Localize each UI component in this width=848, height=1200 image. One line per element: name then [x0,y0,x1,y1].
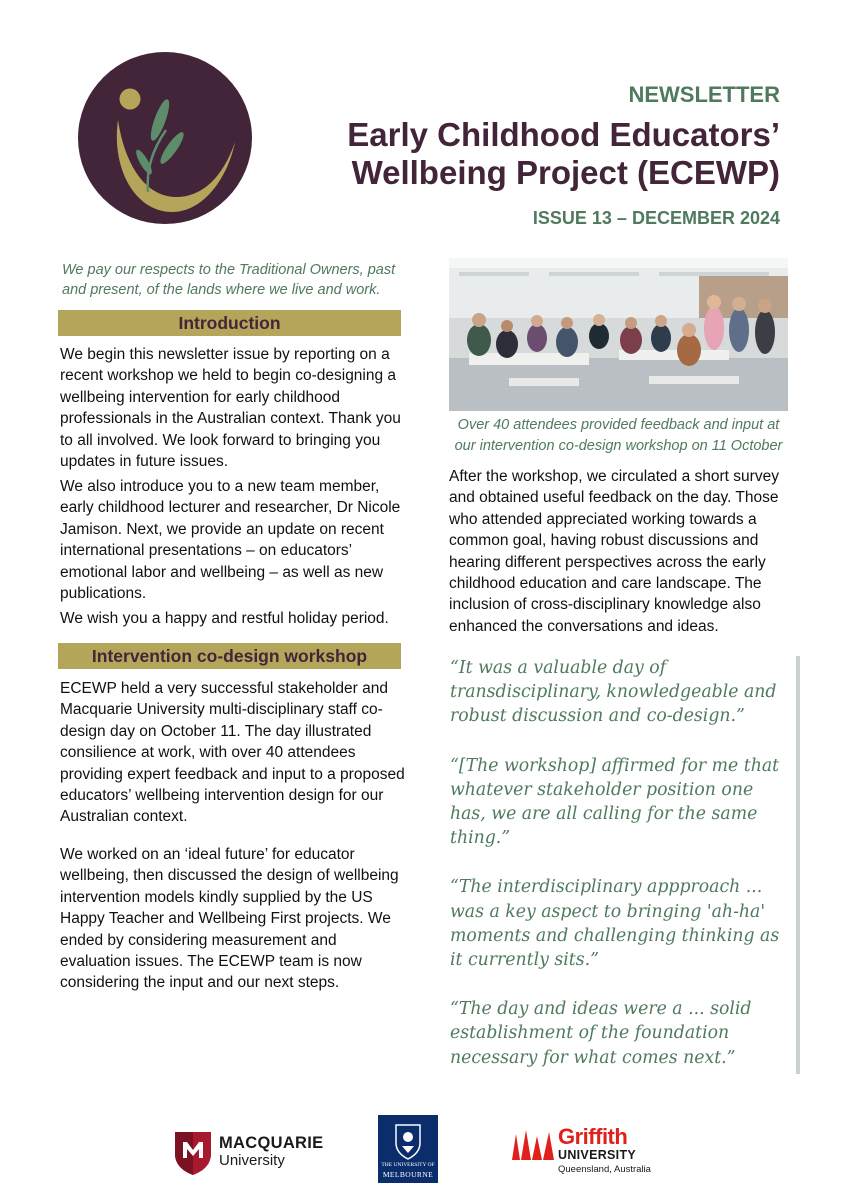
photo-caption: Over 40 attendees provided feedback and input at our intervention co-design workshop on 11 October [454,417,783,454]
melbourne-wordmark: MELBOURNE [382,1170,434,1179]
quote-item: “The interdisciplinary appproach ... was a key aspect to bringing 'ah-ha' moments and challenging thinking as it currently sits.” [450,877,780,971]
melbourne-crest-icon [378,1119,438,1163]
workshop-paragraph: ECEWP held a very successful stakeholder and Macquarie University multi-disciplinary staff co-design day on October 11. The day illustrated consilience at work, with over 40 attendees providing expert feedback and input to a proposed educators’ wellbeing intervention design for our Australian context. [60,680,405,826]
introduction-paragraph: We wish you a happy and restful holiday period. [60,610,389,627]
university-of-melbourne-logo [378,1115,438,1183]
griffith-university-logo [508,1124,658,1180]
quote-item: “The day and ideas were a ... solid establishment of the foundation necessary for what comes next.” [450,999,752,1068]
introduction-paragraph: We also introduce you to a new team member, early childhood lecturer and researcher, Dr Nicole Jamison. Next, we provide an update on recent international presentations – on educators’ emotional labor and wellbeing – as well as new publications. [60,478,401,603]
newsletter-label: NEWSLETTER [628,82,780,107]
workshop-photo-illustration [449,258,788,411]
newsletter-title [220,116,780,192]
introduction-paragraph: We begin this newsletter issue by reporting on a recent workshop we held to begin co-designing a wellbeing intervention for early childhood professionals in the Australian context. Thank you to all involved. We look forward to bringing you updates in future issues. [60,346,401,471]
workshop-heading: Intervention co-design workshop [58,643,401,669]
workshop-paragraph: We worked on an ‘ideal future’ for educator wellbeing, then discussed the design of wellbeing intervention models kindly supplied by the US Happy Teacher and Wellbeing First projects. We ended by considering measurement and evaluation issues. The ECEWP team is now considering the input and our next steps. [60,846,399,992]
title-line-1: Early Childhood Educators’ [347,116,780,153]
griffith-flame-icon [508,1128,558,1162]
workshop-photo [449,258,788,411]
macquarie-subline: University [219,1152,285,1169]
griffith-wordmark: Griffith [558,1124,628,1149]
quote-item: “[The workshop] affirmed for me that whatever stakeholder position one has, we are all calling for the same thing.” [450,755,780,849]
testimonial-quotes [450,656,800,1074]
acknowledgement-of-country: We pay our respects to the Traditional Owners, past and present, of the lands where we live and work. [62,262,396,298]
issue-number: ISSUE 13 – DECEMBER 2024 [532,208,780,228]
macquarie-university-logo [173,1128,323,1176]
melbourne-subline: THE UNIVERSITY OF [381,1162,435,1168]
macquarie-crest-icon [173,1128,213,1176]
introduction-heading: Introduction [58,310,401,336]
quote-item: “It was a valuable day of transdisciplinary, knowledgeable and robust discussion and co-design.” [450,658,777,727]
survey-paragraph: After the workshop, we circulated a short survey and obtained useful feedback on the day. Those who attended appreciated working towards a common goal, having robust discussions and hearing different perspectives across the early childhood education and care landscape. The inclusion of cross-disciplinary knowledge also enhanced the conversations and ideas. [449,468,779,635]
griffith-subline: UNIVERSITY [558,1148,637,1162]
macquarie-wordmark: MACQUARIE [219,1134,324,1152]
griffith-location: Queensland, Australia [558,1164,651,1175]
title-line-2: Wellbeing Project (ECEWP) [351,154,780,191]
